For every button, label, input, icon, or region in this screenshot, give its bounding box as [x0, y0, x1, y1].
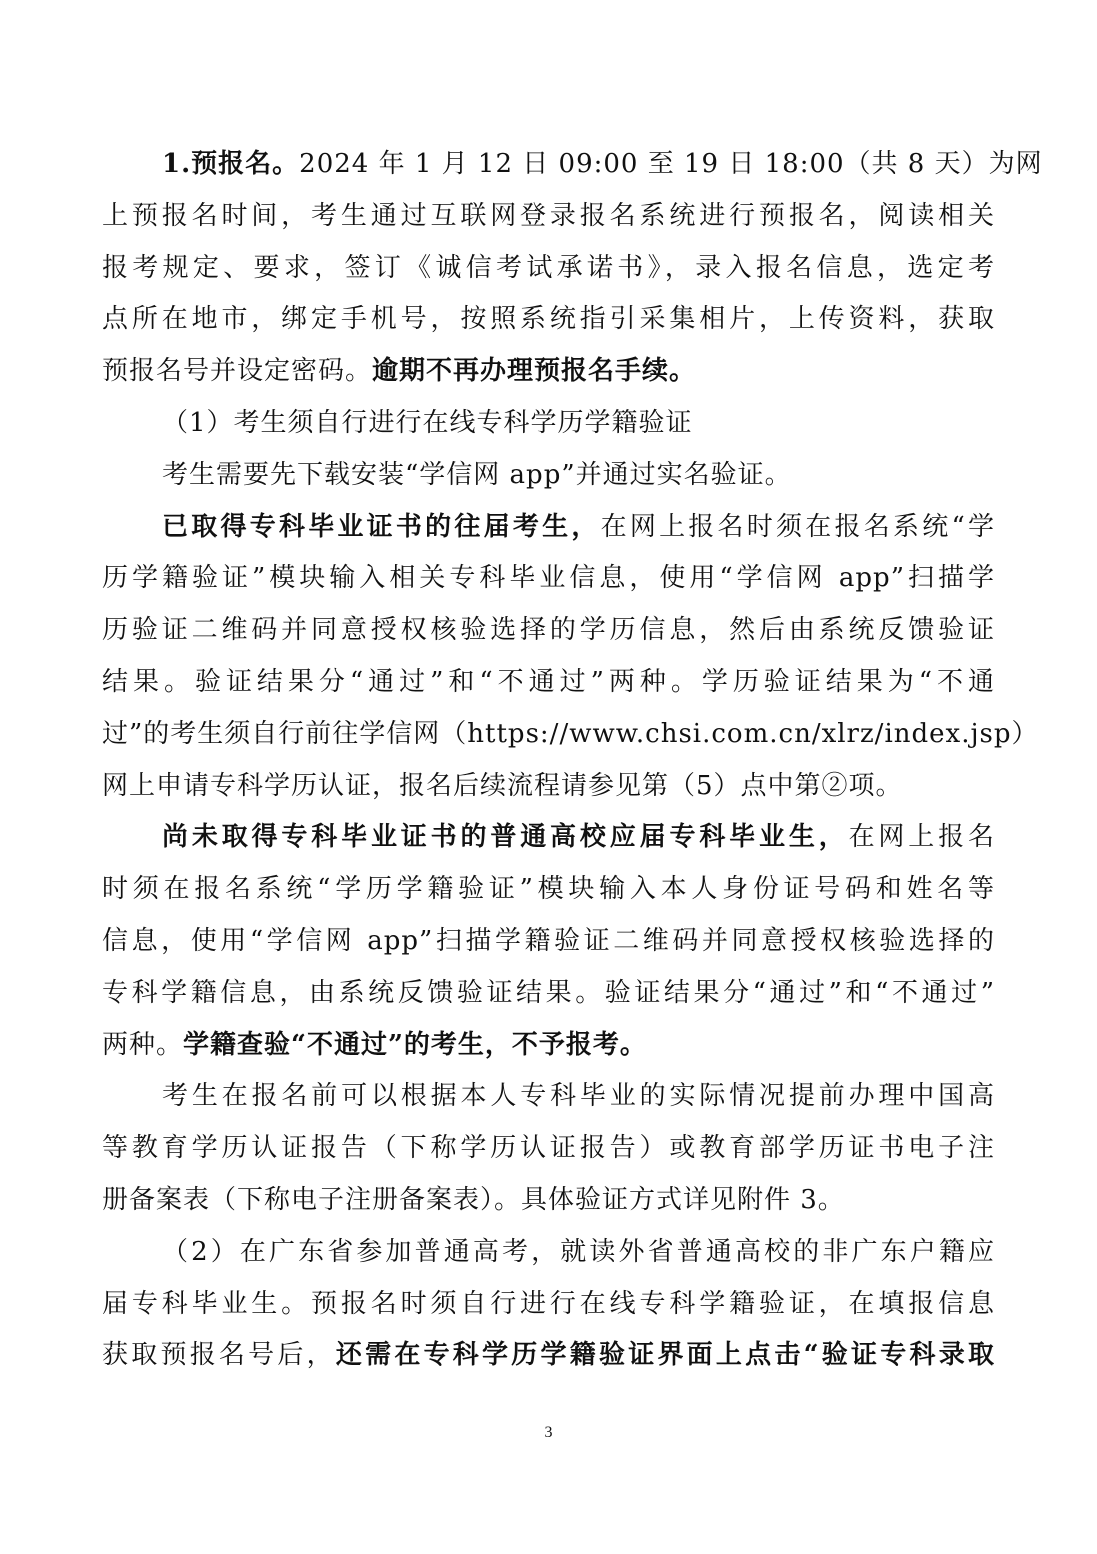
- text: 考生在报名前可以根据本人专科毕业的实际情况提前办理中国高: [162, 1081, 995, 1112]
- text: 等教育学历认证报告（下称学历认证报告）或教育部学历证书电子注: [102, 1133, 995, 1164]
- text: （2）在广东省参加普通高考，就读外省普通高校的非广东户籍应: [162, 1236, 995, 1267]
- text: 2024 年 1 月 12 日 09:00 至 19 日 18:00（共 8 天）为网: [299, 149, 1043, 179]
- bold-text: 已取得专科毕业证书的往届考生，: [162, 511, 601, 542]
- text-line: [102, 191, 995, 243]
- text-line: [102, 243, 995, 295]
- paragraph: [102, 398, 995, 450]
- text-line: [102, 709, 1039, 761]
- document-body: [102, 139, 1043, 1382]
- text: 历验证二维码并同意授权核验选择的学历信息，然后由系统反馈验证: [102, 615, 995, 646]
- paragraph: [102, 1227, 995, 1382]
- text: 获取预报名号后，: [102, 1340, 336, 1371]
- text-line: [102, 1020, 995, 1072]
- text-line: [102, 1123, 995, 1175]
- text: 考生需要先下载安装“学信网 app”并通过实名验证。: [162, 459, 792, 490]
- paragraph: [102, 1071, 995, 1226]
- text: 上预报名时间，考生通过互联网登录报名系统进行预报名，阅读相关: [102, 200, 995, 231]
- text: 预报名号并设定密码。: [102, 356, 373, 387]
- paragraph: [102, 450, 995, 502]
- text: 专科学籍信息，由系统反馈验证结果。验证结果分“通过”和“不通过”: [102, 977, 995, 1008]
- bold-text: 学籍查验“不通过”的考生，不予报考。: [183, 1029, 647, 1060]
- paragraph: [102, 139, 1043, 398]
- text-line: [102, 864, 995, 916]
- text-line: [102, 657, 995, 709]
- text: 信息，使用“学信网 app”扫描学籍验证二维码并同意授权核验选择的: [102, 925, 995, 956]
- text: 点所在地市，绑定手机号，按照系统指引采集相片，上传资料，获取: [102, 304, 995, 335]
- text-line: [102, 553, 995, 605]
- text-line: [102, 450, 995, 502]
- text: 册备案表（下称电子注册备案表）。具体验证方式详见附件 3。: [102, 1184, 845, 1215]
- text-line: [102, 1227, 995, 1279]
- text-line: [102, 1330, 995, 1382]
- bold-text: 还需在专科学历学籍验证界面上点击“验证专科录取: [335, 1340, 995, 1371]
- text-line: [102, 812, 995, 864]
- text: 结果。验证结果分“通过”和“不通过”两种。学历验证结果为“不通: [102, 666, 995, 697]
- text-line: [102, 398, 995, 450]
- text: 过”的考生须自行前往学信网（https://www.chsi.com.cn/xlrz/index.jsp）: [102, 718, 1039, 749]
- bold-text: 逾期不再办理预报名手续。: [372, 356, 697, 387]
- bold-text: 尚未取得专科毕业证书的普通高校应届专科毕业生，: [162, 822, 849, 853]
- text-line: [102, 761, 995, 813]
- text: 报考规定、要求，签订《诚信考试承诺书》，录入报名信息，选定考: [102, 252, 995, 283]
- text-line: [102, 294, 995, 346]
- text: 时须在报名系统“学历学籍验证”模块输入本人身份证号码和姓名等: [102, 874, 995, 905]
- paragraph: [102, 812, 995, 1071]
- text: 在网上报名时须在报名系统“学: [600, 511, 995, 542]
- text-line: [102, 968, 995, 1020]
- text-line: [102, 916, 995, 968]
- text-line: [102, 1279, 995, 1331]
- text: （1）考生须自行进行在线专科学历学籍验证: [162, 407, 693, 438]
- text: 网上申请专科学历认证，报名后续流程请参见第（5）点中第②项。: [102, 770, 903, 801]
- text-line: [102, 605, 995, 657]
- page-number: 3: [544, 1424, 553, 1441]
- text-line: [102, 139, 1043, 191]
- text-line: [102, 346, 995, 398]
- text: 历学籍验证”模块输入相关专科毕业信息，使用“学信网 app”扫描学: [102, 563, 995, 594]
- text: 届专科毕业生。预报名时须自行进行在线专科学籍验证，在填报信息: [102, 1288, 995, 1319]
- text-line: [102, 1175, 995, 1227]
- bold-text: 1.预报名。: [162, 149, 300, 179]
- text: 在网上报名: [848, 822, 995, 853]
- text: 两种。: [102, 1029, 184, 1060]
- text-line: [102, 502, 995, 554]
- text-line: [102, 1071, 995, 1123]
- paragraph: [102, 502, 1039, 813]
